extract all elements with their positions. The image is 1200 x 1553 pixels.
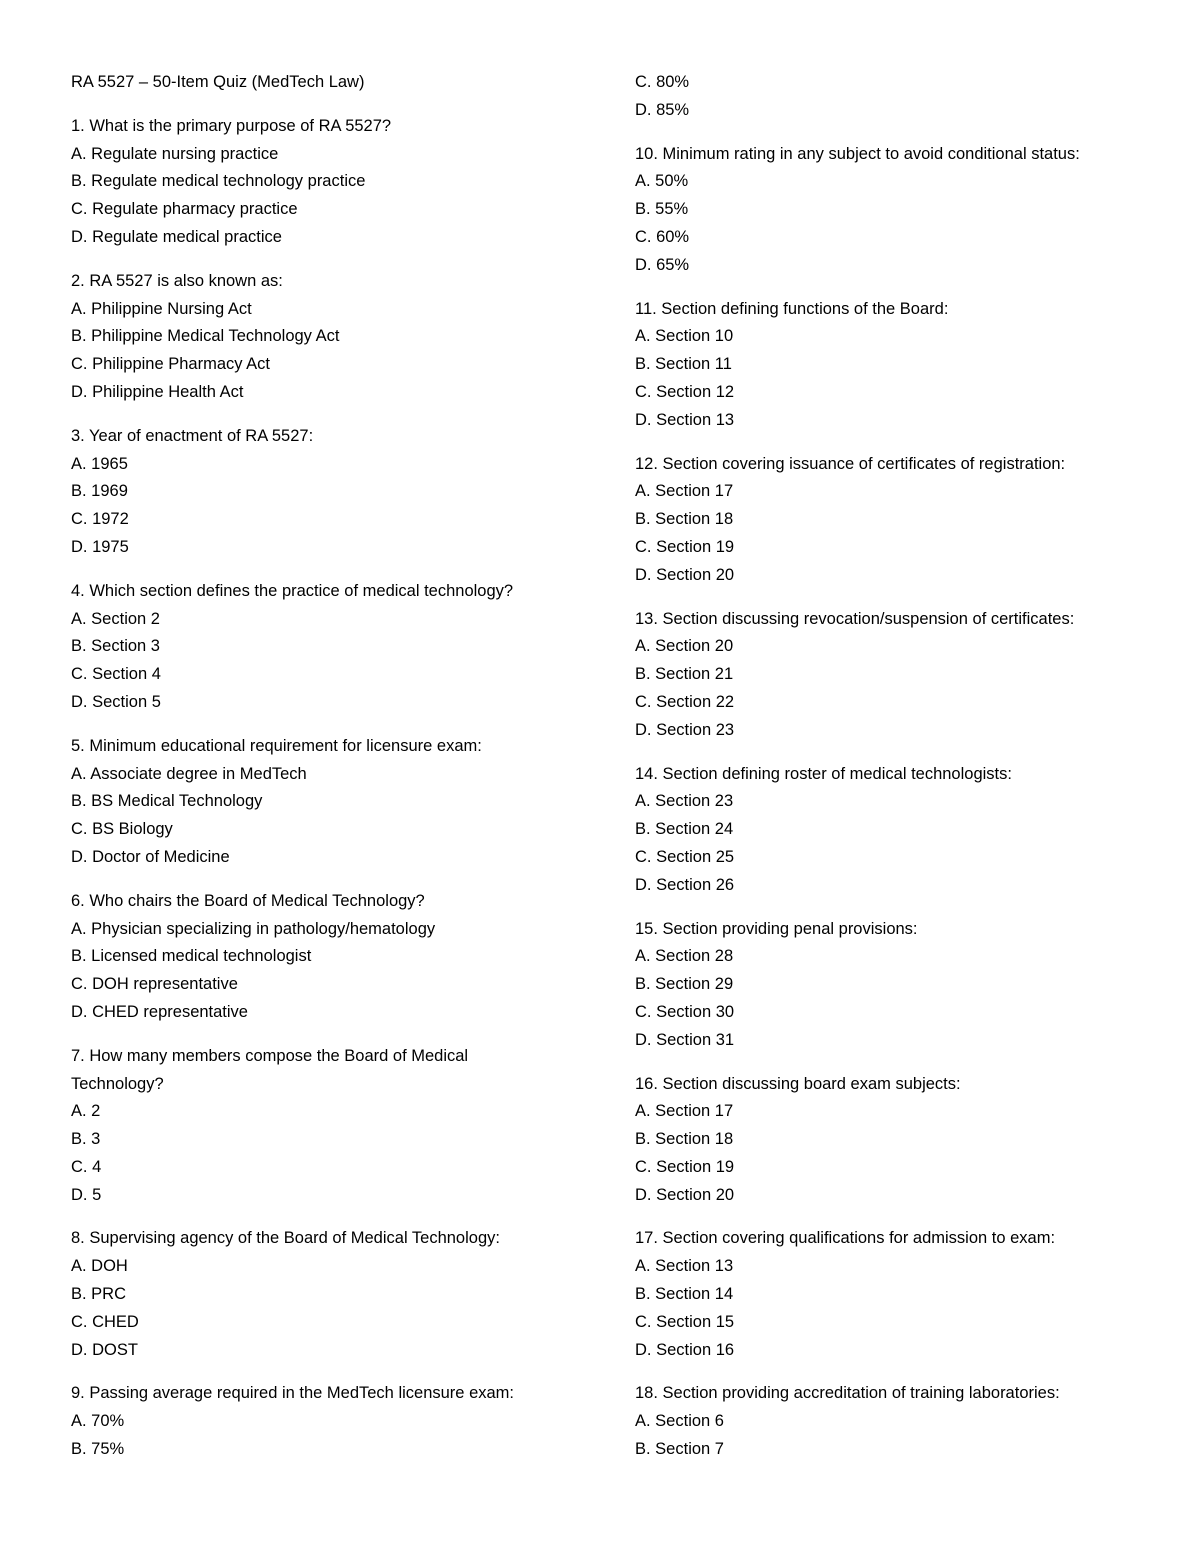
answer-option: B. Section 21 [635, 665, 734, 684]
answer-option: C. 80% [635, 73, 690, 91]
question-text: 10. Minimum rating in any subject to avoid conditional status: [635, 144, 1080, 163]
answer-option: D. 85% [635, 100, 690, 119]
answer-option: C. BS Biology [71, 820, 173, 839]
answer-option: A. Section 10 [635, 327, 734, 346]
answer-option: A. Section 17 [635, 1102, 734, 1121]
answer-option: B. PRC [71, 1285, 127, 1304]
answer-option: D. Philippine Health Act [71, 382, 244, 401]
answer-option: D. Section 16 [635, 1340, 735, 1359]
answer-option: D. Section 23 [635, 720, 735, 739]
left-column [71, 69, 551, 1480]
answer-option: C. 60% [635, 227, 690, 246]
question-block [71, 1043, 551, 1210]
answer-option: C. 1972 [71, 510, 129, 529]
answer-option: B. 75% [71, 1440, 125, 1459]
answer-option: A. Section 13 [635, 1257, 734, 1276]
right-column [635, 69, 1155, 1480]
answer-option: B. Section 14 [635, 1285, 734, 1304]
question-block [71, 888, 551, 1027]
answer-option: C. Section 25 [635, 847, 735, 866]
answer-option: B. BS Medical Technology [71, 792, 263, 811]
question-text: 13. Section discussing revocation/suspension of certificates: [635, 609, 1075, 628]
answer-option: C. Section 19 [635, 537, 735, 556]
question-block [71, 733, 551, 872]
answer-option: D. 1975 [71, 537, 129, 556]
question-block [635, 296, 1155, 435]
question-text: 2. RA 5527 is also known as: [71, 271, 283, 290]
answer-option: B. Section 29 [635, 975, 734, 994]
question-text: 17. Section covering qualifications for admission to exam: [635, 1229, 1056, 1248]
answer-option: A. Section 6 [635, 1412, 724, 1431]
right-question-list [635, 69, 1155, 1464]
question-block [71, 268, 551, 407]
answer-option: B. 3 [71, 1130, 101, 1149]
answer-option: A. 1965 [71, 454, 128, 473]
question-text: 4. Which section defines the practice of medical technology? [71, 581, 514, 600]
answer-option: A. 50% [635, 172, 689, 191]
answer-option: C. Section 22 [635, 692, 735, 711]
answer-option: A. Section 20 [635, 637, 734, 656]
answer-option: C. Philippine Pharmacy Act [71, 355, 271, 374]
answer-option: D. DOST [71, 1340, 138, 1359]
answer-option: C. Section 15 [635, 1312, 735, 1331]
answer-option: B. 1969 [71, 482, 128, 501]
answer-option: A. Associate degree in MedTech [71, 764, 307, 783]
document-title: RA 5527 – 50-Item Quiz (MedTech Law) [71, 73, 365, 91]
answer-option: C. Section 19 [635, 1157, 735, 1176]
answer-option: B. Section 3 [71, 637, 160, 656]
answer-option: A. Section 2 [71, 609, 160, 628]
question-block [635, 451, 1155, 590]
question-block [635, 69, 1155, 125]
answer-option: D. Regulate medical practice [71, 227, 282, 246]
answer-option: D. 65% [635, 255, 690, 274]
answer-option: C. 4 [71, 1157, 102, 1176]
question-text: 11. Section defining functions of the Board: [635, 299, 949, 318]
answer-option: D. Section 13 [635, 410, 735, 429]
question-block [635, 1380, 1155, 1463]
question-text: 16. Section discussing board exam subjects: [635, 1074, 961, 1093]
answer-option: B. Regulate medical technology practice [71, 172, 366, 191]
answer-option: A. Section 23 [635, 792, 734, 811]
question-text: 15. Section providing penal provisions: [635, 919, 918, 938]
question-block [635, 1225, 1155, 1364]
answer-option: A. DOH [71, 1257, 128, 1276]
answer-option: A. Section 17 [635, 482, 734, 501]
answer-option: A. 70% [71, 1412, 125, 1431]
question-text: 5. Minimum educational requirement for licensure exam: [71, 736, 482, 755]
answer-option: B. Section 18 [635, 510, 734, 529]
answer-option: B. Licensed medical technologist [71, 947, 312, 966]
question-text: 3. Year of enactment of RA 5527: [71, 426, 314, 445]
answer-option: A. Regulate nursing practice [71, 144, 279, 163]
question-text: 9. Passing average required in the MedTech licensure exam: [71, 1384, 514, 1403]
question-block [71, 1225, 551, 1364]
question-block [635, 916, 1155, 1055]
answer-option: C. DOH representative [71, 975, 238, 994]
answer-option: D. Section 31 [635, 1030, 735, 1049]
answer-option: C. Section 4 [71, 665, 161, 684]
answer-option: D. CHED representative [71, 1002, 248, 1021]
answer-option: D. 5 [71, 1185, 102, 1204]
answer-option: D. Section 20 [635, 1185, 735, 1204]
question-block [71, 1380, 551, 1463]
answer-option: B. Section 11 [635, 355, 732, 374]
answer-option: D. Section 26 [635, 875, 735, 894]
question-text: 18. Section providing accreditation of training laboratories: [635, 1384, 1060, 1403]
answer-option: A. Physician specializing in pathology/hematology [71, 919, 436, 938]
answer-option: D. Doctor of Medicine [71, 847, 230, 866]
question-block [71, 578, 551, 717]
question-block [635, 606, 1155, 745]
answer-option: D. Section 20 [635, 565, 735, 584]
question-text: 7. How many members compose the Board of Medical Technology? [71, 1046, 469, 1093]
question-text: 1. What is the primary purpose of RA 5527? [71, 116, 392, 135]
question-block [71, 113, 551, 252]
answer-option: C. Section 30 [635, 1002, 735, 1021]
answer-option: A. Philippine Nursing Act [71, 299, 252, 318]
answer-option: C. CHED [71, 1312, 139, 1331]
answer-option: D. Section 5 [71, 692, 161, 711]
question-block [71, 423, 551, 562]
left-question-list [71, 113, 551, 1464]
answer-option: C. Section 12 [635, 382, 735, 401]
answer-option: B. Section 7 [635, 1440, 724, 1459]
answer-option: B. Section 18 [635, 1130, 734, 1149]
answer-option: A. Section 28 [635, 947, 734, 966]
answer-option: B. Section 24 [635, 820, 734, 839]
question-text: 14. Section defining roster of medical technologists: [635, 764, 1012, 783]
question-block [635, 761, 1155, 900]
question-text: 8. Supervising agency of the Board of Medical Technology: [71, 1229, 500, 1248]
question-text: 12. Section covering issuance of certificates of registration: [635, 454, 1066, 473]
question-block [635, 141, 1155, 280]
question-block [635, 1071, 1155, 1210]
question-text: 6. Who chairs the Board of Medical Technology? [71, 891, 425, 910]
answer-option: B. 55% [635, 200, 689, 219]
answer-option: A. 2 [71, 1102, 101, 1121]
answer-option: B. Philippine Medical Technology Act [71, 327, 340, 346]
answer-option: C. Regulate pharmacy practice [71, 200, 298, 219]
